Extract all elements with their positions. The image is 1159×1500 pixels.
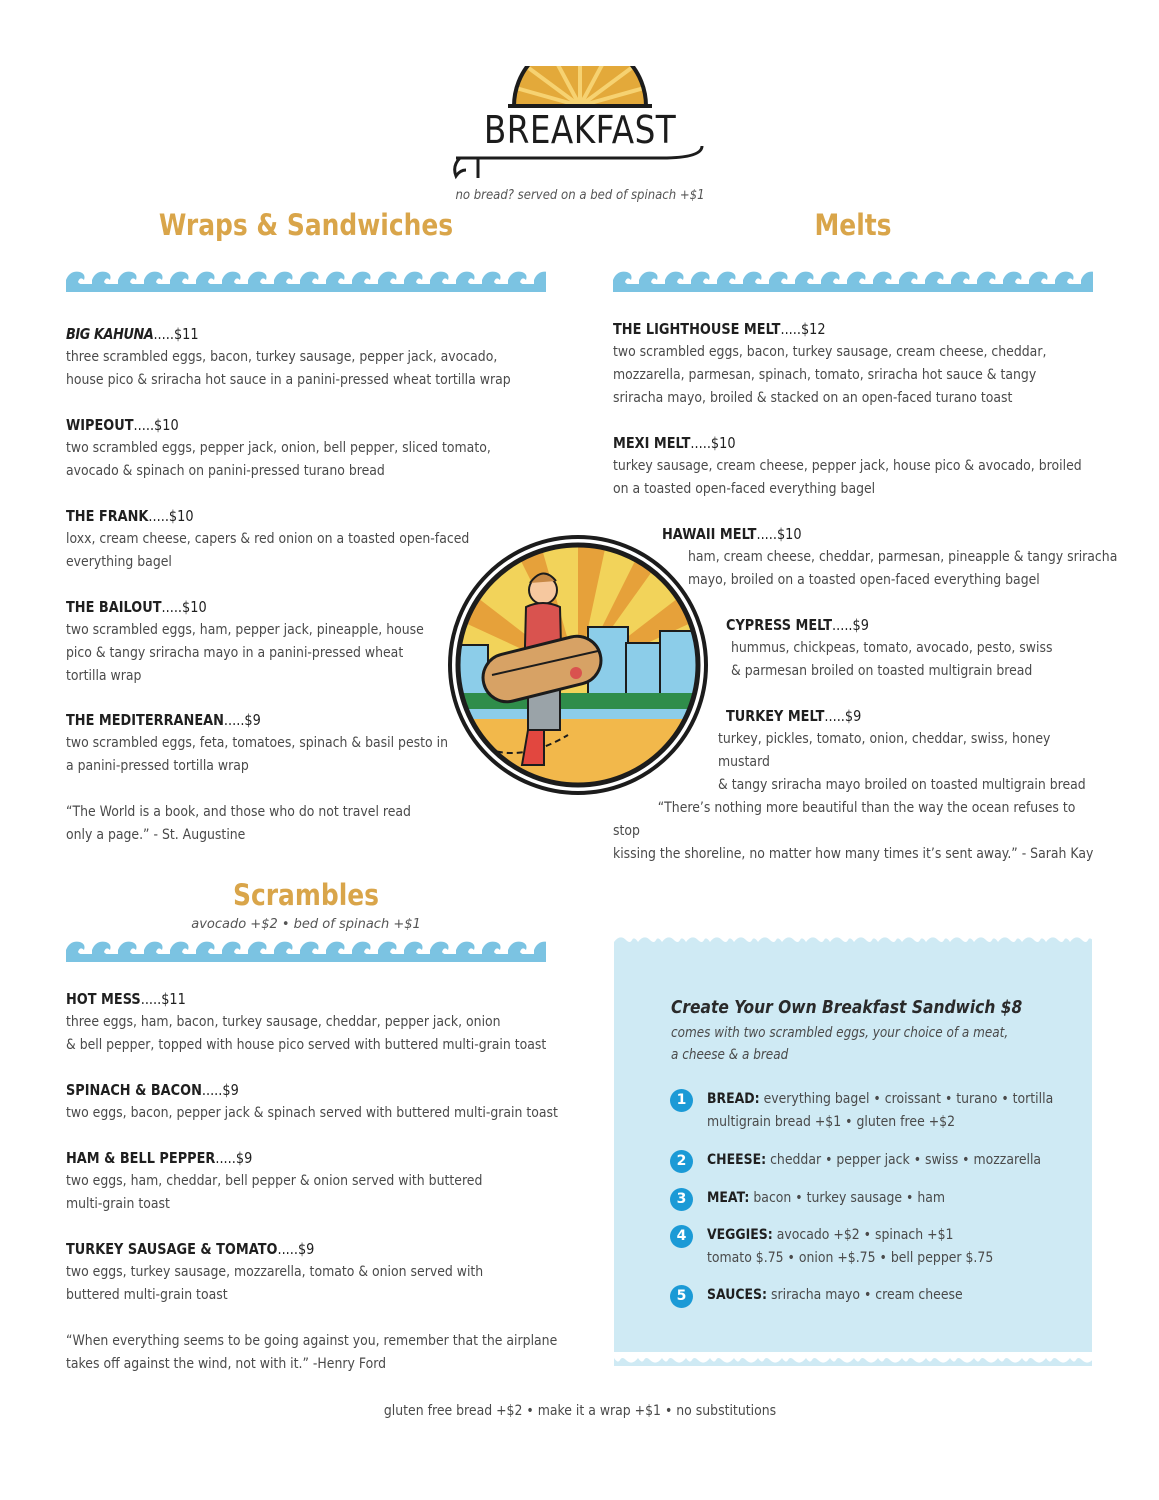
item-description: ham, cream cheese, cheddar, parmesan, pineapple & tangy sriracha mayo, broiled on a toasted open-faced everything bagel (688, 549, 1118, 588)
item-description: two eggs, ham, cheddar, bell pepper & onion served with buttered multi-grain toast (66, 1173, 483, 1212)
item-description: two scrambled eggs, ham, pepper jack, pineapple, house pico & tangy sriracha mayo in a panini-pressed wheat tortilla wrap (66, 622, 424, 684)
item-name: SPINACH & BACON (66, 1081, 202, 1099)
item-price: .....$9 (277, 1240, 315, 1258)
create-your-own-title: Create Your Own Breakfast Sandwich $8 (671, 997, 1023, 1018)
wave-edge-top (614, 934, 1092, 948)
item-name: THE LIGHTHOUSE MELT (613, 320, 781, 338)
page-title: BREAKFAST (483, 108, 677, 152)
item-price: .....$9 (824, 707, 862, 725)
menu-item-ham-bell-pepper (66, 1149, 586, 1216)
step-options: cheddar • pepper jack • swiss • mozzarella (766, 1152, 1042, 1168)
item-description: two eggs, turkey sausage, mozzarella, tomato & onion served with buttered multi-grain toast (66, 1264, 484, 1303)
item-description: two scrambled eggs, feta, tomatoes, spinach & basil pesto in a panini-pressed tortilla wrap (66, 735, 448, 774)
menu-item-hawaii-melt (662, 525, 1159, 592)
menu-item-spinach-bacon (66, 1081, 586, 1125)
item-description: hummus, chickpeas, tomato, avocado, pesto, swiss & parmesan broiled on toasted multigrain bread (731, 640, 1053, 679)
item-name: MEXI MELT (613, 434, 691, 452)
footer-note: gluten free bread +$2 • make it a wrap +$1 • no substitutions (383, 1403, 777, 1419)
step-options: sriracha mayo • cream cheese (767, 1287, 963, 1303)
step-label: CHEESE: (707, 1152, 767, 1168)
scrambles-note: avocado +$2 • bed of spinach +$1 (191, 917, 421, 932)
quote-henry-ford: “When everything seems to be going against you, remember that the airplane takes off against the wind, not with it.” -Henry Ford (66, 1333, 558, 1372)
item-name: BIG KAHUNA (66, 325, 154, 343)
step-label: MEAT: (707, 1190, 750, 1206)
item-name: THE MEDITERRANEAN (66, 711, 224, 729)
step-number-badge: 4 (670, 1225, 693, 1248)
item-price: .....$9 (832, 616, 869, 634)
wave-edge-bottom (614, 1352, 1092, 1366)
item-description: turkey, pickles, tomato, onion, cheddar, swiss, honey mustard & tangy sriracha mayo broiled on toasted multigrain bread (718, 731, 1086, 793)
menu-item-turkey-melt (718, 707, 1159, 797)
item-name: CYPRESS MELT (726, 616, 833, 634)
item-name: THE BAILOUT (66, 598, 162, 616)
item-name: HAWAII MELT (662, 525, 757, 543)
item-price: .....$9 (223, 711, 261, 729)
item-description: two scrambled eggs, pepper jack, onion, bell pepper, sliced tomato, avocado & spinach on panini-pressed turano bread (66, 440, 491, 479)
menu-item-cypress-melt (726, 616, 1159, 683)
item-price: .....$12 (780, 320, 826, 338)
step-label: BREAD: (707, 1091, 760, 1107)
melts-section-title: Melts (814, 208, 892, 242)
quote-sarah-kay: “There’s nothing more beautiful than the way the ocean refuses to stop kissing the shoreline, no matter how many times it’s sent away.” - Sarah Kay (613, 800, 1094, 862)
surfer-badge-illustration (448, 535, 708, 795)
item-price: .....$10 (756, 525, 802, 543)
bread-note: no bread? served on a bed of spinach +$1 (455, 188, 705, 203)
item-description: two eggs, bacon, pepper jack & spinach served with buttered multi-grain toast (66, 1105, 558, 1121)
item-name: TURKEY MELT (726, 707, 825, 725)
item-name: WIPEOUT (66, 416, 134, 434)
menu-item-turkey-sausage-tomato (66, 1240, 586, 1307)
item-name: THE FRANK (66, 507, 149, 525)
item-price: .....$10 (133, 416, 179, 434)
wave-divider (66, 936, 546, 962)
item-name: HAM & BELL PEPPER (66, 1149, 216, 1167)
item-price: .....$9 (215, 1149, 253, 1167)
menu-item-wipeout (66, 416, 586, 483)
item-price: .....$10 (148, 507, 194, 525)
item-description: two scrambled eggs, bacon, turkey sausage, cream cheese, cheddar, mozzarella, parmesan, spinach, tomato, sriracha hot sauce & tangy sriracha mayo, broiled & stacked on an open-faced turano toast (613, 344, 1047, 406)
menu-item-lighthouse-melt (613, 320, 1133, 410)
step-label: VEGGIES: (707, 1227, 773, 1243)
step-options: bacon • turkey sausage • ham (749, 1190, 946, 1206)
step-number-badge: 1 (670, 1089, 693, 1112)
step-label: SAUCES: (707, 1287, 768, 1303)
menu-item-big-kahuna (66, 325, 586, 392)
wave-divider (613, 266, 1093, 292)
menu-item-hot-mess (66, 990, 586, 1057)
item-price: .....$9 (201, 1081, 239, 1099)
item-description: turkey sausage, cream cheese, pepper jack, house pico & avocado, broiled on a toasted open-faced everything bagel (613, 458, 1082, 497)
quote-st-augustine: “The World is a book, and those who do not travel read only a page.” - St. Augustine (66, 804, 411, 843)
step-options: avocado +$2 • spinach +$1 tomato $.75 • onion +$.75 • bell pepper $.75 (707, 1227, 994, 1266)
step-number-badge: 5 (670, 1285, 693, 1308)
step-number-badge: 2 (670, 1150, 693, 1173)
item-price: .....$11 (140, 990, 186, 1008)
create-your-own-subtitle: comes with two scrambled eggs, your choice of a meat, a cheese & a bread (671, 1025, 1009, 1063)
item-description: three eggs, ham, bacon, turkey sausage, cheddar, pepper jack, onion & bell pepper, topped with house pico served with buttered multi-grain toast (66, 1014, 547, 1053)
item-name: TURKEY SAUSAGE & TOMATO (66, 1240, 278, 1258)
wraps-section-title: Wraps & Sandwiches (158, 208, 454, 242)
item-price: .....$11 (153, 325, 199, 343)
item-name: HOT MESS (66, 990, 141, 1008)
menu-item-mexi-melt (613, 434, 1133, 501)
item-description: three scrambled eggs, bacon, turkey sausage, pepper jack, avocado, house pico & sriracha hot sauce in a panini-pressed wheat tortilla wrap (66, 349, 511, 388)
wave-divider (66, 266, 546, 292)
step-number-badge: 3 (670, 1188, 693, 1211)
scrambles-section-title: Scrambles (232, 878, 380, 912)
step-options: everything bagel • croissant • turano • tortilla multigrain bread +$1 • gluten free +$2 (707, 1091, 1054, 1130)
item-price: .....$10 (161, 598, 207, 616)
item-price: .....$10 (690, 434, 736, 452)
item-description: loxx, cream cheese, capers & red onion on a toasted open-faced everything bagel (66, 531, 470, 570)
